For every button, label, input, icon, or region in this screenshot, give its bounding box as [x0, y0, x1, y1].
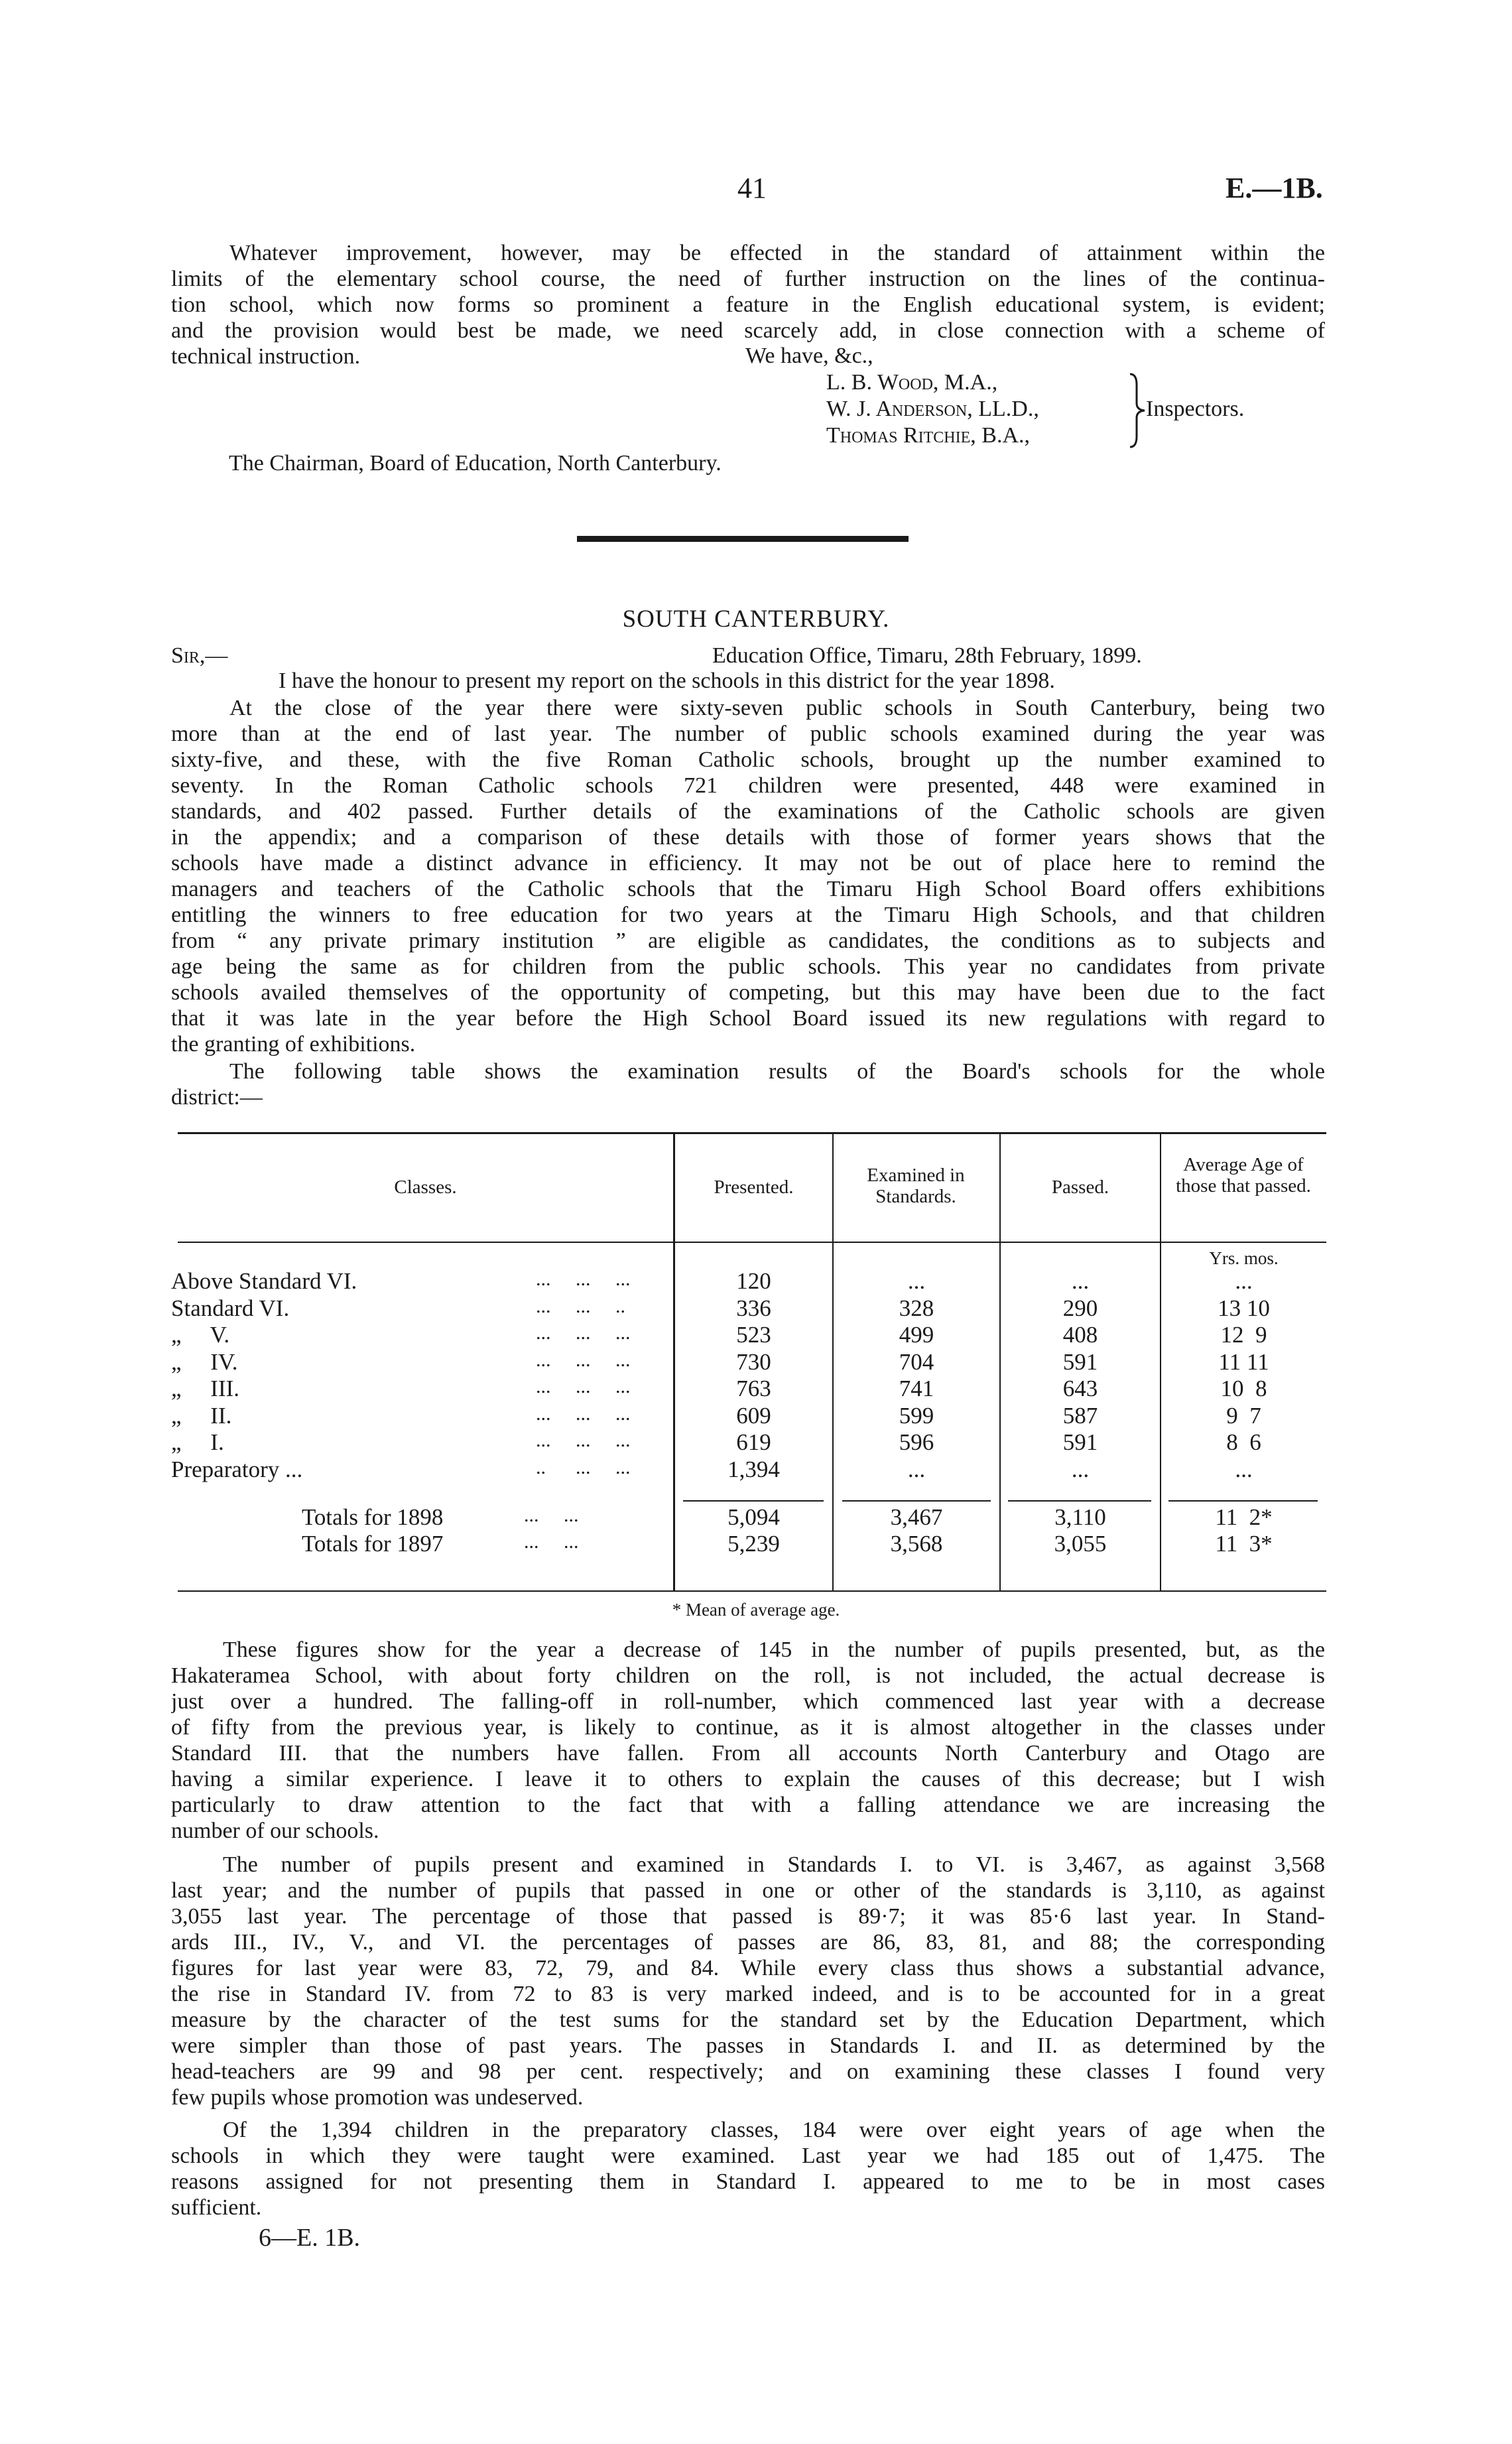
- column-header-classes: Classes.: [394, 1177, 457, 1198]
- totals-rule: [683, 1500, 824, 1502]
- signature-mark: 6—E. 1B.: [259, 2224, 361, 2252]
- text-line: sixty-five, and these, with the five Roman Catholic schools, brought up the number examined to: [171, 747, 1325, 772]
- cell-examined: ...: [907, 1268, 926, 1294]
- text-line: ards III., IV., V., and VI. the percentages of passes are 86, 83, 81, and 88; the corresponding: [171, 1930, 1325, 1955]
- text-line: the granting of exhibitions.: [171, 1032, 416, 1057]
- totals-rule: [1008, 1500, 1151, 1502]
- text-line: Hakateramea School, with about forty children on the roll, is not included, the actual decrease is: [171, 1663, 1325, 1688]
- text-line: At the close of the year there were sixty-seven public schools in South Canterbury, being two: [229, 696, 1325, 720]
- text-line: schools availed themselves of the opportunity of competing, but this may have been due to the fact: [171, 980, 1325, 1005]
- cell-presented: 336: [736, 1295, 771, 1321]
- text-line: having a similar experience. I leave it to others to explain the causes of this decrease; but I wish: [171, 1767, 1325, 1791]
- leader-dots: ... ... ...: [536, 1268, 631, 1290]
- cell-average-age: 12 9: [1220, 1322, 1267, 1348]
- signatory-ritchie: Thomas Ritchie, B.A.,: [826, 423, 1031, 448]
- cell-presented: 763: [736, 1376, 771, 1401]
- text-line: more than at the end of last year. The number of public schools examined during the year was: [171, 722, 1325, 746]
- text-line: in the appendix; and a comparison of these details with those of former years shows that the: [171, 825, 1325, 850]
- intro-line: I have the honour to present my report on the schools in this district for the year 1898.: [279, 669, 1055, 693]
- text-line: and the provision would best be made, we need scarcely add, in close connection with a scheme of: [171, 318, 1325, 343]
- row-label: Totals for 1898: [302, 1504, 444, 1530]
- row-label: „ I.: [171, 1429, 224, 1455]
- signatories-brace: [1127, 371, 1147, 450]
- paragraph-preparatory: [171, 2117, 1325, 2220]
- cell-examined: 599: [899, 1403, 934, 1429]
- text-line: of fifty from the previous year, is likely to continue, as it is almost altogether in the classes under: [171, 1715, 1325, 1740]
- column-header-passed: Passed.: [1051, 1177, 1109, 1198]
- text-line: schools have made a distinct advance in efficiency. It may not be out of place here to remind the: [171, 851, 1325, 875]
- row-label: Standard VI.: [171, 1295, 290, 1321]
- cell-presented: 1,394: [727, 1456, 780, 1482]
- cell-examined: 3,467: [890, 1504, 943, 1530]
- cell-presented: 609: [736, 1403, 771, 1429]
- cell-average-age: 10 8: [1220, 1376, 1267, 1401]
- signatory-anderson: W. J. Anderson, LL.D.,: [826, 397, 1039, 421]
- leader-dots: ... ... ...: [536, 1429, 631, 1451]
- cell-average-age: ...: [1235, 1456, 1253, 1482]
- text-line: age being the same as for children from the public schools. This year no candidates from private: [171, 954, 1325, 979]
- text-line: seventy. In the Roman Catholic schools 721 children were presented, 448 were examined in: [171, 773, 1325, 798]
- paragraph-schools: [171, 695, 1325, 1057]
- table-top-rule: [178, 1132, 1326, 1134]
- cell-examined: 596: [899, 1429, 934, 1455]
- document-code: E.—1B.: [1226, 172, 1323, 204]
- column-header-presented: Presented.: [714, 1177, 794, 1198]
- text-line: technical instruction.: [171, 344, 361, 369]
- text-line: that it was late in the year before the High School Board issued its new regulations with regard to: [171, 1006, 1325, 1031]
- row-label: Preparatory ...: [171, 1456, 303, 1482]
- cell-presented: 730: [736, 1349, 771, 1375]
- text-line: district:—: [171, 1085, 263, 1110]
- row-label: „ III.: [171, 1376, 240, 1401]
- text-line: The following table shows the examination results of the Board's schools for the whole: [229, 1059, 1325, 1084]
- leader-dots: ... ... ...: [536, 1403, 631, 1425]
- table-bottom-rule: [178, 1590, 1326, 1592]
- text-line: Whatever improvement, however, may be effected in the standard of attainment within the: [229, 241, 1325, 265]
- text-line: schools in which they were taught were examined. Last year we had 185 out of 1,475. The: [171, 2144, 1325, 2168]
- leader-dots: ... ...: [524, 1531, 579, 1553]
- text-line: particularly to draw attention to the fact that with a falling attendance we are increasing the: [171, 1793, 1325, 1817]
- text-line: 3,055 last year. The percentage of those that passed is 89·7; it was 85·6 last year. In Stand-: [171, 1904, 1325, 1929]
- salutation: Sir,—: [171, 643, 228, 668]
- signatory-wood: L. B. Wood, M.A.,: [826, 370, 998, 395]
- we-have-line: We have, &c.,: [745, 344, 873, 368]
- text-line: limits of the elementary school course, the need of further instruction on the lines of the continua-: [171, 267, 1325, 291]
- text-line: last year; and the number of pupils that passed in one or other of the standards is 3,110, as against: [171, 1878, 1325, 1903]
- text-line: entitling the winners to free education for two years at the Timaru High Schools, and that children: [171, 903, 1325, 927]
- leader-dots: ... ... ...: [536, 1376, 631, 1397]
- row-label: Above Standard VI.: [171, 1268, 357, 1294]
- row-label: „ IV.: [171, 1349, 238, 1375]
- cell-average-age: 11 3*: [1215, 1531, 1273, 1557]
- totals-rule: [842, 1500, 991, 1502]
- cell-examined: 328: [899, 1295, 934, 1321]
- text-line: the rise in Standard IV. from 72 to 83 is very marked indeed, and is to be accounted for in a great: [171, 1982, 1325, 2006]
- column-header-examined: Examined in Standards.: [867, 1165, 965, 1207]
- cell-average-age: 9 7: [1226, 1403, 1261, 1429]
- table-header-rule: [178, 1242, 1326, 1243]
- text-line: standards, and 402 passed. Further details of the examinations of the Catholic schools are given: [171, 799, 1325, 824]
- cell-passed: ...: [1071, 1456, 1090, 1482]
- cell-average-age: 11 2*: [1215, 1504, 1273, 1530]
- addressee-line: The Chairman, Board of Education, North Canterbury.: [229, 451, 722, 476]
- text-line: sufficient.: [171, 2195, 262, 2220]
- text-line: figures for last year were 83, 72, 79, and 84. While every class thus shows a substantial advance,: [171, 1956, 1325, 1980]
- row-label: „ II.: [171, 1403, 232, 1429]
- page-number: 41: [737, 172, 767, 204]
- cell-average-age: ...: [1235, 1268, 1253, 1294]
- cell-examined: 499: [899, 1322, 934, 1348]
- cell-passed: 591: [1062, 1349, 1098, 1375]
- inspectors-label: Inspectors.: [1146, 397, 1245, 421]
- section-heading: SOUTH CANTERBURY.: [622, 606, 890, 633]
- cell-passed: 643: [1062, 1376, 1098, 1401]
- cell-average-age: 8 6: [1226, 1429, 1261, 1455]
- cell-presented: 5,239: [727, 1531, 780, 1557]
- text-line: measure by the character of the test sums for the standard set by the Education Department, which: [171, 2008, 1325, 2032]
- row-label: „ V.: [171, 1322, 230, 1348]
- text-line: tion school, which now forms so prominent a feature in the English educational system, is evident;: [171, 292, 1325, 317]
- leader-dots: ... ... ..: [536, 1295, 625, 1317]
- cell-average-age: 13 10: [1218, 1295, 1270, 1321]
- text-line: managers and teachers of the Catholic schools that the Timaru High School Board offers exhibitions: [171, 877, 1325, 901]
- cell-passed: 3,110: [1054, 1504, 1106, 1530]
- text-line: Of the 1,394 children in the preparatory classes, 184 were over eight years of age when the: [223, 2118, 1325, 2142]
- leader-dots: ... ... ...: [536, 1349, 631, 1371]
- cell-examined: 704: [899, 1349, 934, 1375]
- text-line: just over a hundred. The falling-off in roll-number, which commenced last year with a decrease: [171, 1689, 1325, 1714]
- cell-passed: 591: [1062, 1429, 1098, 1455]
- age-units: Yrs. mos.: [1209, 1248, 1279, 1268]
- text-line: were simpler than those of past years. The passes in Standards I. and II. as determined by the: [171, 2033, 1325, 2058]
- paragraph-decrease: [171, 1637, 1325, 1844]
- totals-rule: [1168, 1500, 1318, 1502]
- cell-presented: 523: [736, 1322, 771, 1348]
- dateline: Education Office, Timaru, 28th February, 1899.: [712, 643, 1142, 668]
- cell-presented: 5,094: [727, 1504, 780, 1530]
- row-label: Totals for 1897: [302, 1531, 444, 1557]
- text-line: few pupils whose promotion was undeserved.: [171, 2085, 584, 2110]
- cell-passed: 587: [1062, 1403, 1098, 1429]
- cell-average-age: 11 11: [1218, 1349, 1269, 1375]
- paragraph-standards: [171, 1852, 1325, 2110]
- cell-passed: 290: [1062, 1295, 1098, 1321]
- cell-passed: 3,055: [1054, 1531, 1107, 1557]
- leader-dots: ... ... ...: [536, 1322, 631, 1344]
- text-line: These figures show for the year a decrease of 145 in the number of pupils presented, but, as the: [223, 1638, 1325, 1662]
- text-line: reasons assigned for not presenting them in Standard I. appeared to me to be in most cases: [171, 2169, 1325, 2194]
- cell-examined: 3,568: [890, 1531, 943, 1557]
- leader-dots: ... ...: [524, 1504, 579, 1526]
- cell-passed: ...: [1071, 1268, 1090, 1294]
- table-footnote: * Mean of average age.: [672, 1600, 840, 1620]
- text-line: number of our schools.: [171, 1819, 379, 1843]
- text-line: The number of pupils present and examined in Standards I. to VI. is 3,467, as against 3,568: [223, 1852, 1325, 1877]
- cell-examined: ...: [907, 1456, 926, 1482]
- cell-presented: 120: [736, 1268, 771, 1294]
- section-divider: [577, 536, 909, 542]
- column-header-average-age: Average Age of those that passed.: [1176, 1154, 1311, 1196]
- cell-examined: 741: [899, 1376, 934, 1401]
- leader-dots: .. ... ...: [536, 1456, 631, 1478]
- paragraph-table-intro: [171, 1059, 1325, 1110]
- text-line: head-teachers are 99 and 98 per cent. respectively; and on examining these classes I found very: [171, 2059, 1325, 2084]
- text-line: Standard III. that the numbers have fallen. From all accounts North Canterbury and Otago are: [171, 1741, 1325, 1766]
- cell-passed: 408: [1062, 1322, 1098, 1348]
- cell-presented: 619: [736, 1429, 771, 1455]
- text-line: from “ any private primary institution ” are eligible as candidates, the conditions as to subjects and: [171, 929, 1325, 953]
